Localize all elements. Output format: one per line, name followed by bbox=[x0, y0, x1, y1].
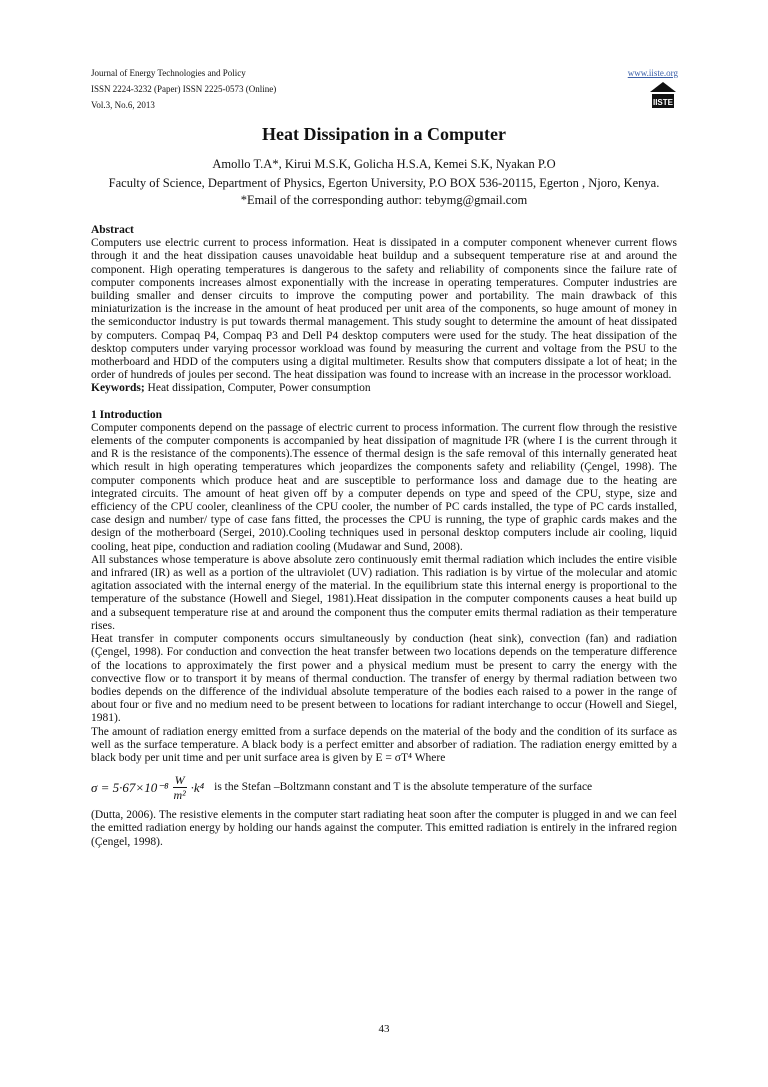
affiliation: Faculty of Science, Department of Physics, Egerton University, P.O BOX 536-20115, Egerton , Njoro, Kenya. bbox=[108, 176, 660, 190]
keywords-text: Heat dissipation, Computer, Power consumption bbox=[144, 382, 371, 395]
intro-paragraph-2: All substances whose temperature is above absolute zero continuously emit thermal radiation which includes the entire visible and infrared (IR) as well as a portion of the ultraviolet (UV) radiation. This radiation is by virtue of the molecular and atomic agitation associated with the internal energy of the material. In the equilibrium state this internal energy is proportional to the temperature of the substance (Howell and Siegel, 1981).Heat dissipation in the computer components causes a heat build up and a subsequent temperature rise at and around the component thus the computer emits thermal radiation as their temperature rises. bbox=[91, 553, 677, 632]
intro-paragraph-3: Heat transfer in computer components occurs simultaneously by conduction (heat sink), convection (fan) and radiation (Çengel, 1998). For conduction and convection the heat transfer between two locations depends on the temperature difference of the locations to approximately the first power and a physical medium must be present to carry the energy with the convective flow or to transport it by means of thermal conduction. The transfer of energy by thermal radiation between two bodies depends on the difference of the individual absolute temperature of the bodies each raised to a power in the range of about four or five and no medium need to be present between to locations for radiant interchange to occur (Howell and Siegel, 1981). bbox=[91, 633, 677, 725]
equation-numerator: W bbox=[174, 772, 185, 787]
intro-paragraph-5: (Dutta, 2006). The resistive elements in the computer start radiating heat soon after the computer is plugged in and we can feel the emitted radiation energy by holding our hands against the computer. This emitted radiation is entirely in the infrared region (Çengel, 1998). bbox=[91, 809, 677, 848]
page-number: 43 bbox=[378, 1023, 390, 1035]
intro-paragraph-1: Computer components depend on the passage of electric current to process information. The current flow through the resistive elements of the computer components is accompanied by heat dissipation of magnitude I²R (where I is the current through it and R is the resistance of the components).The essence of thermal design is the safe removal of this internally generated heat which result in high operating temperatures which jeopardizes the components safety and reliability (Çengel, 1998). The computer components which produce heat and are susceptible to performance loss and damage due to the heating are integrated circuits. The amount of heat given off by a computer depends on type and speed of the CPU, stype, size and efficiency of the CPU cooler, cleanliness of the CPU cooler, the number of PC cards installed, the type of PC cards installed, case design and number/ type of case fans fitted, the processes the CPU is running, the type of graphic cards makes and the design of the motherboard (Sergei, 2010).Cooling techniques used in personal desktop computers include air cooling, liquid cooling, heat pipe, conduction and radiation cooling (Mudawar and Sund, 2008). bbox=[91, 421, 677, 553]
equation-right: ·k⁴ bbox=[190, 779, 205, 795]
equation-description: is the Stefan –Boltzmann constant and T is the absolute temperature of the surface bbox=[214, 780, 593, 793]
abstract-text: Computers use electric current to process information. Heat is dissipated in a computer component whenever current flows through it and the heat dissipation causes unavoidable heat buildup and a subsequent temperature rise at and around the component. High operating temperatures is dangerous to the safety and reliability of components since the failure rate of computer components increases almost exponentially with the increase in operating temperatures. Computer industries are building smaller and denser circuits to improve the computing power and portability. The main drawback of this miniaturization is the increase in the amount of heat produced per unit area of the components, so huge amount of money in the semiconductor industry is put towards thermal management. This study sought to determine the amount of heat dissipated by computers. Compaq P4, Compaq P3 and Dell P4 desktop computers were used for the study. The heat dissipation of the desktop computers under varying processor workload was found by measuring the current and voltage from the PSU to the motherboard and HDD of the computers using a digital multimeter. Results show that computers dissipate a lot of heat; in the order of hundreds of joules per second. The heat dissipation was found to increase with an increase in the processor workload. bbox=[91, 237, 677, 382]
keywords bbox=[91, 382, 677, 395]
abstract-heading: Abstract bbox=[91, 224, 134, 236]
iiste-logo-icon bbox=[648, 80, 678, 110]
equation-denominator: m² bbox=[173, 787, 186, 802]
journal-name: Journal of Energy Technologies and Policy bbox=[91, 68, 246, 78]
authors: Amollo T.A*, Kirui M.S.K, Golicha H.S.A, Kemei S.K, Nyakan P.O bbox=[212, 157, 556, 171]
svg-text:IISTE: IISTE bbox=[652, 98, 674, 107]
paper-title: Heat Dissipation in a Computer bbox=[261, 124, 506, 144]
equation-left: σ = 5·67×10⁻⁸ bbox=[91, 779, 169, 795]
keywords-label: Keywords; bbox=[91, 382, 145, 395]
intro-paragraph-4: The amount of radiation energy emitted from a surface depends on the material of the body and the condition of its surface as well as the surface temperature. A black body is a perfect emitter and absorber of radiation. The radiation energy emitted by a black body per unit time and per unit surface area is given by E = σT⁴ Where bbox=[91, 725, 677, 764]
journal-volume: Vol.3, No.6, 2013 bbox=[91, 100, 155, 110]
paper-body bbox=[91, 224, 677, 849]
intro-heading: 1 Introduction bbox=[91, 408, 163, 421]
journal-issn: ISSN 2224-3232 (Paper) ISSN 2225-0573 (Online) bbox=[91, 84, 277, 94]
website-link[interactable]: www.iiste.org bbox=[627, 68, 678, 78]
stefan-boltzmann-equation bbox=[91, 765, 677, 809]
corresponding-email: *Email of the corresponding author: tebymg@gmail.com bbox=[240, 193, 528, 207]
